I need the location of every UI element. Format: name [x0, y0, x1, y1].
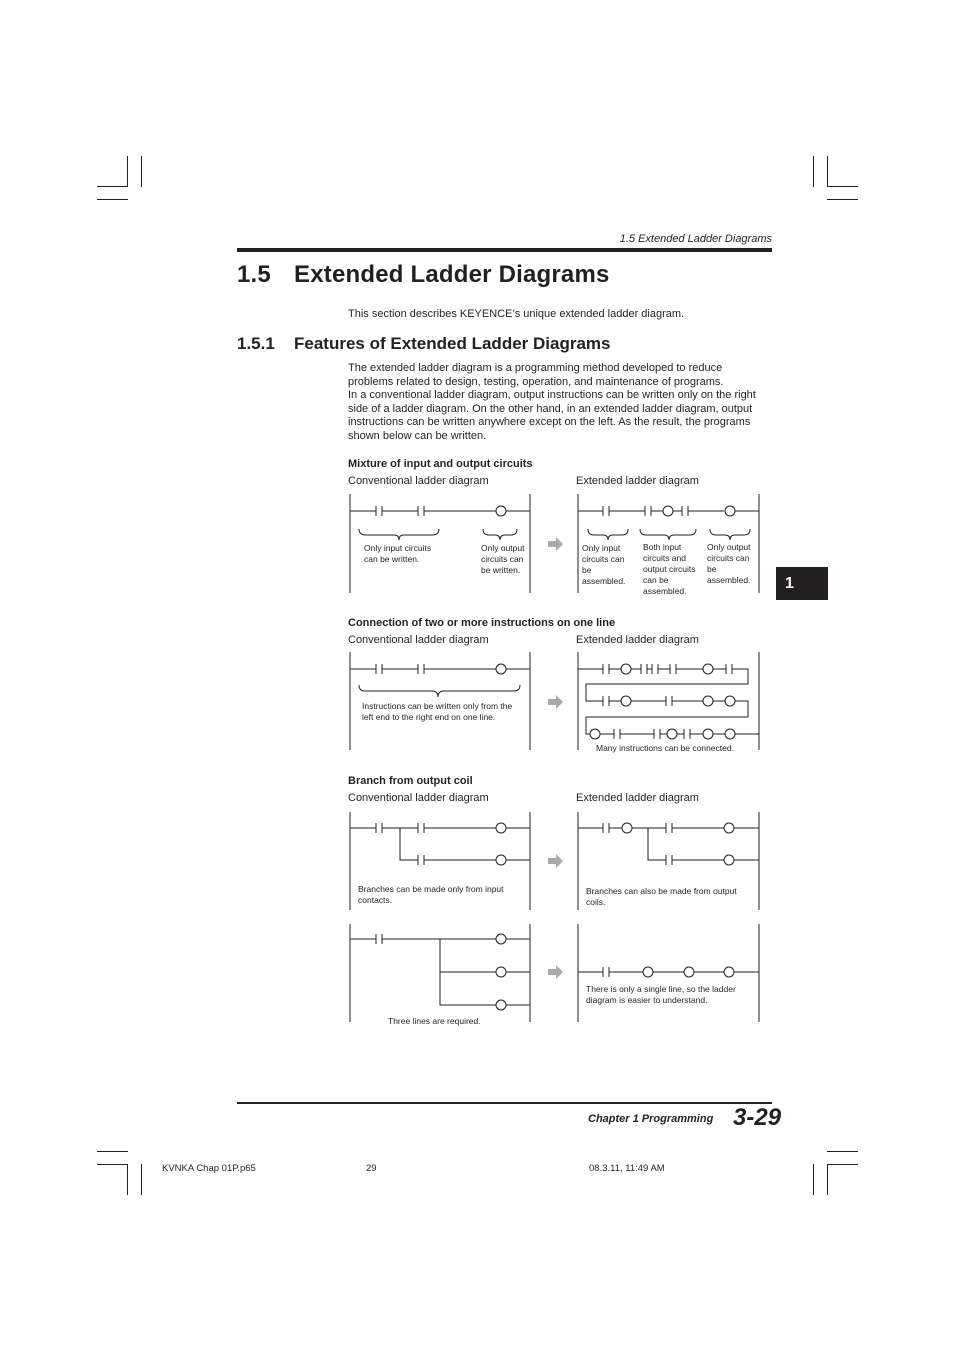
example1-ext-note3: Only output circuits can be assembled.: [707, 542, 751, 585]
example2-extended-diagram: [570, 650, 770, 755]
footer-rule: [237, 1102, 772, 1104]
example1-ext-note2: Both input circuits and output circuits can be assembled.: [643, 542, 696, 596]
example2-conventional-label: Conventional ladder diagram: [348, 634, 489, 646]
example2-conv-note: Instructions can be written only from the left end to the right end on one line.: [362, 701, 513, 722]
example1-arrow-icon: [548, 537, 564, 551]
example2-extended-label: Extended ladder diagram: [576, 634, 699, 646]
paragraph-line: problems related to design, testing, operation, and maintenance of programs.: [348, 375, 724, 388]
paragraph-line: In a conventional ladder diagram, output instructions can be written only on the right: [348, 389, 756, 402]
example1-title: Mixture of input and output circuits: [348, 458, 533, 470]
example1-extended-label: Extended ladder diagram: [576, 475, 699, 487]
example3-ext-note2: There is only a single line, so the ladder diagram is easier to understand.: [586, 984, 736, 1005]
body-paragraph: [348, 362, 778, 444]
chapter-tab: 1: [776, 567, 828, 600]
slug-filename: KVNKA Chap 01P.p65: [162, 1163, 256, 1174]
subsection-heading: [237, 334, 610, 354]
header-rule: [237, 248, 772, 252]
paragraph-line: side of a ladder diagram. On the other hand, in an extended ladder diagram, output: [348, 402, 753, 415]
example1-conv-note1: Only input circuits can be written.: [364, 543, 432, 564]
example2-arrow-icon: [548, 695, 564, 709]
slug-timestamp: 08.3.11, 11:49 AM: [589, 1163, 665, 1174]
subsection-number: 1.5.1: [237, 334, 275, 353]
example2-title: Connection of two or more instructions on one line: [348, 617, 616, 629]
example3-conv-note2: Three lines are required.: [388, 1016, 481, 1026]
section-intro: This section describes KEYENCE’s unique extended ladder diagram.: [348, 308, 685, 320]
example3-ext-note: Branches can also be made from output coils.: [586, 886, 737, 907]
paragraph-line: The extended ladder diagram is a programming method developed to reduce: [348, 362, 723, 374]
slug-sheet: 29: [366, 1163, 377, 1174]
subsection-title: Features of Extended Ladder Diagrams: [294, 334, 611, 353]
example3-title: Branch from output coil: [348, 775, 473, 787]
example1-ext-note1: Only input circuits can be assembled.: [582, 543, 626, 586]
paragraph-line: shown below can be written.: [348, 429, 487, 442]
example3-extended-label: Extended ladder diagram: [576, 792, 699, 804]
example3-conv-note: Branches can be made only from input contacts.: [358, 884, 504, 905]
footer-chapter: Chapter 1 Programming: [588, 1113, 714, 1125]
section-number: 1.5: [237, 261, 271, 288]
running-head: 1.5 Extended Ladder Diagrams: [619, 233, 772, 245]
example1-conv-note2: Only output circuits can be written.: [481, 543, 525, 575]
example3-extended-diagram-b: [570, 922, 770, 1024]
section-title: Extended Ladder Diagrams: [294, 261, 610, 288]
example3-arrow-icon-b: [548, 965, 564, 979]
section-heading: [237, 261, 610, 289]
paragraph-line: instructions can be written anywhere except on the left. As the result, the programs: [348, 416, 751, 429]
example3-conventional-diagram-b: [340, 922, 540, 1024]
example1-conventional-label: Conventional ladder diagram: [348, 475, 489, 487]
example3-conventional-label: Conventional ladder diagram: [348, 792, 489, 804]
page-number: 3-29: [733, 1104, 782, 1131]
example2-ext-note: Many instructions can be connected.: [596, 743, 734, 753]
example3-arrow-icon-a: [548, 854, 564, 868]
